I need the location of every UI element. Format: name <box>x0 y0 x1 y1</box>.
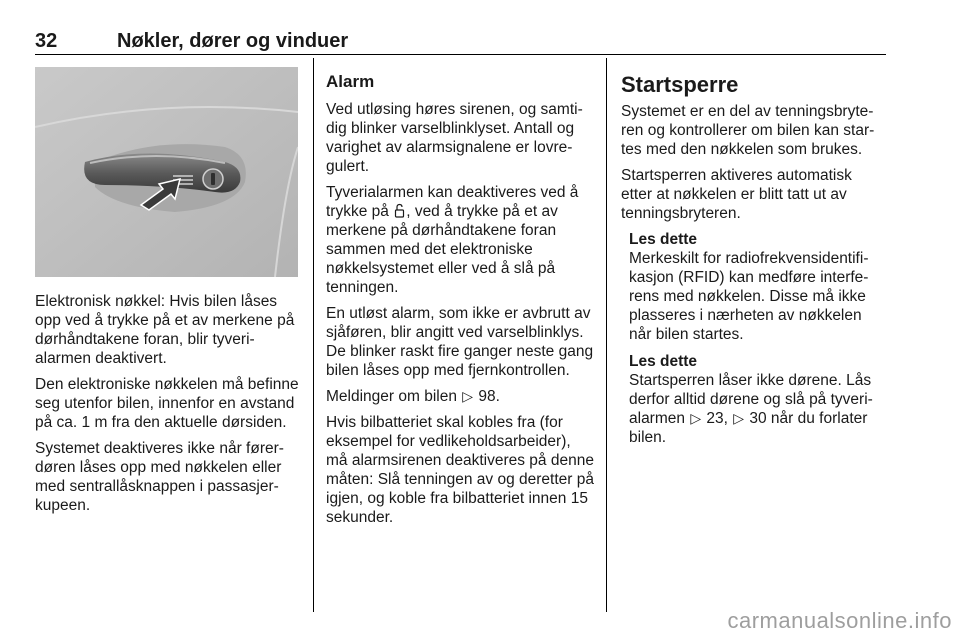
paragraph: Systemet deaktiveres ikke når førerdøren låses opp med nøkkelen eller med sentrallåsknappen i passasjerkupeen. <box>35 440 284 514</box>
page-header <box>35 30 885 52</box>
note-rfid <box>621 230 887 344</box>
text-fragment: Tyverialarmen kan deaktiveres ved å trykke på <box>326 184 579 220</box>
paragraph: Den elektroniske nøkkelen må befinne seg utenfor bilen, innenfor en avstand på ca. 1 m fra den aktuelle dørsiden. <box>35 376 299 431</box>
page-title: Nøkler, dører og vinduer <box>117 30 349 52</box>
note-text: Startsperren låser ikke dørene. Lås derfor alltid dørene og slå på tyverialarmen <box>629 372 873 427</box>
section-heading-startsperre: Startsperre <box>621 72 739 97</box>
text-fragment: , ved å trykke på et av merkene på dørhåndtakene foran sammen med det elektroniske nøkkelsystemet eller ved å slå på tenningen. <box>326 203 558 296</box>
note-title: Les dette <box>629 353 698 370</box>
note-text: Merkeskilt for radiofrekvensidentifikasjon (RFID) kan medføre interferens med nøkkelen. Disse må ikke plasseres i nærheten av nøkkelen når bilen startes. <box>629 250 869 343</box>
paragraph: Startsperren aktiveres automatisk etter at nøkkelen er blitt tatt ut av tenningsbryteren. <box>621 167 852 222</box>
header-rule <box>35 54 886 55</box>
page-ref-link[interactable]: 30 <box>749 410 767 427</box>
page-ref-link[interactable]: 23, <box>706 410 733 427</box>
door-handle-illustration <box>35 67 298 277</box>
column-divider-2 <box>606 58 607 612</box>
column-right <box>621 72 887 455</box>
page-ref-icon: ▷ <box>733 410 745 426</box>
paragraph-messages <box>326 387 596 406</box>
paragraph: En utløst alarm, som ikke er avbrutt av sjåføren, blir angitt ved varselblinklys. De blinker raskt fire ganger neste gang bilen låses opp med fjernkontrollen. <box>326 305 594 379</box>
paragraph: Elektronisk nøkkel: Hvis bilen låses opp ved å trykke på et av merkene på dørhåndtakene foran, blir tyverialarmen deaktivert. <box>35 293 295 367</box>
page-ref-link[interactable]: 98. <box>478 388 500 405</box>
unlock-icon <box>394 203 405 218</box>
column-middle <box>326 72 596 534</box>
paragraph-deactivate <box>326 183 596 297</box>
column-left <box>35 292 301 522</box>
column-divider-1 <box>313 58 314 612</box>
watermark-link[interactable]: carmanualsonline.info <box>727 608 952 633</box>
note-text: når du forlater bilen. <box>629 410 868 446</box>
text-fragment: Meldinger om bilen <box>326 388 462 405</box>
paragraph: Ved utløsing høres sirenen, og samtidig blinker varselblinklyset. Antall og varighet av alarmsignalene er lovregulert. <box>326 101 583 175</box>
note-title: Les dette <box>629 231 698 248</box>
section-heading-alarm: Alarm <box>326 72 375 91</box>
page-ref-icon: ▷ <box>462 388 474 404</box>
paragraph: Hvis bilbatteriet skal kobles fra (for eksempel for vedlikeholdsarbeider), må alarmsirenen deaktiveres på denne måten: Slå tenningen av og deretter på igjen, og koble fra bilbatteriet innen 15 sekunder. <box>326 414 594 526</box>
note-doors <box>621 352 887 447</box>
page-number: 32 <box>35 30 58 52</box>
paragraph: Systemet er en del av tenningsbryteren og kontrollerer om bilen kan startes med den nøkkelen som brukes. <box>621 103 875 158</box>
page-ref-icon: ▷ <box>690 410 702 426</box>
door-handle-drawing <box>35 67 298 277</box>
